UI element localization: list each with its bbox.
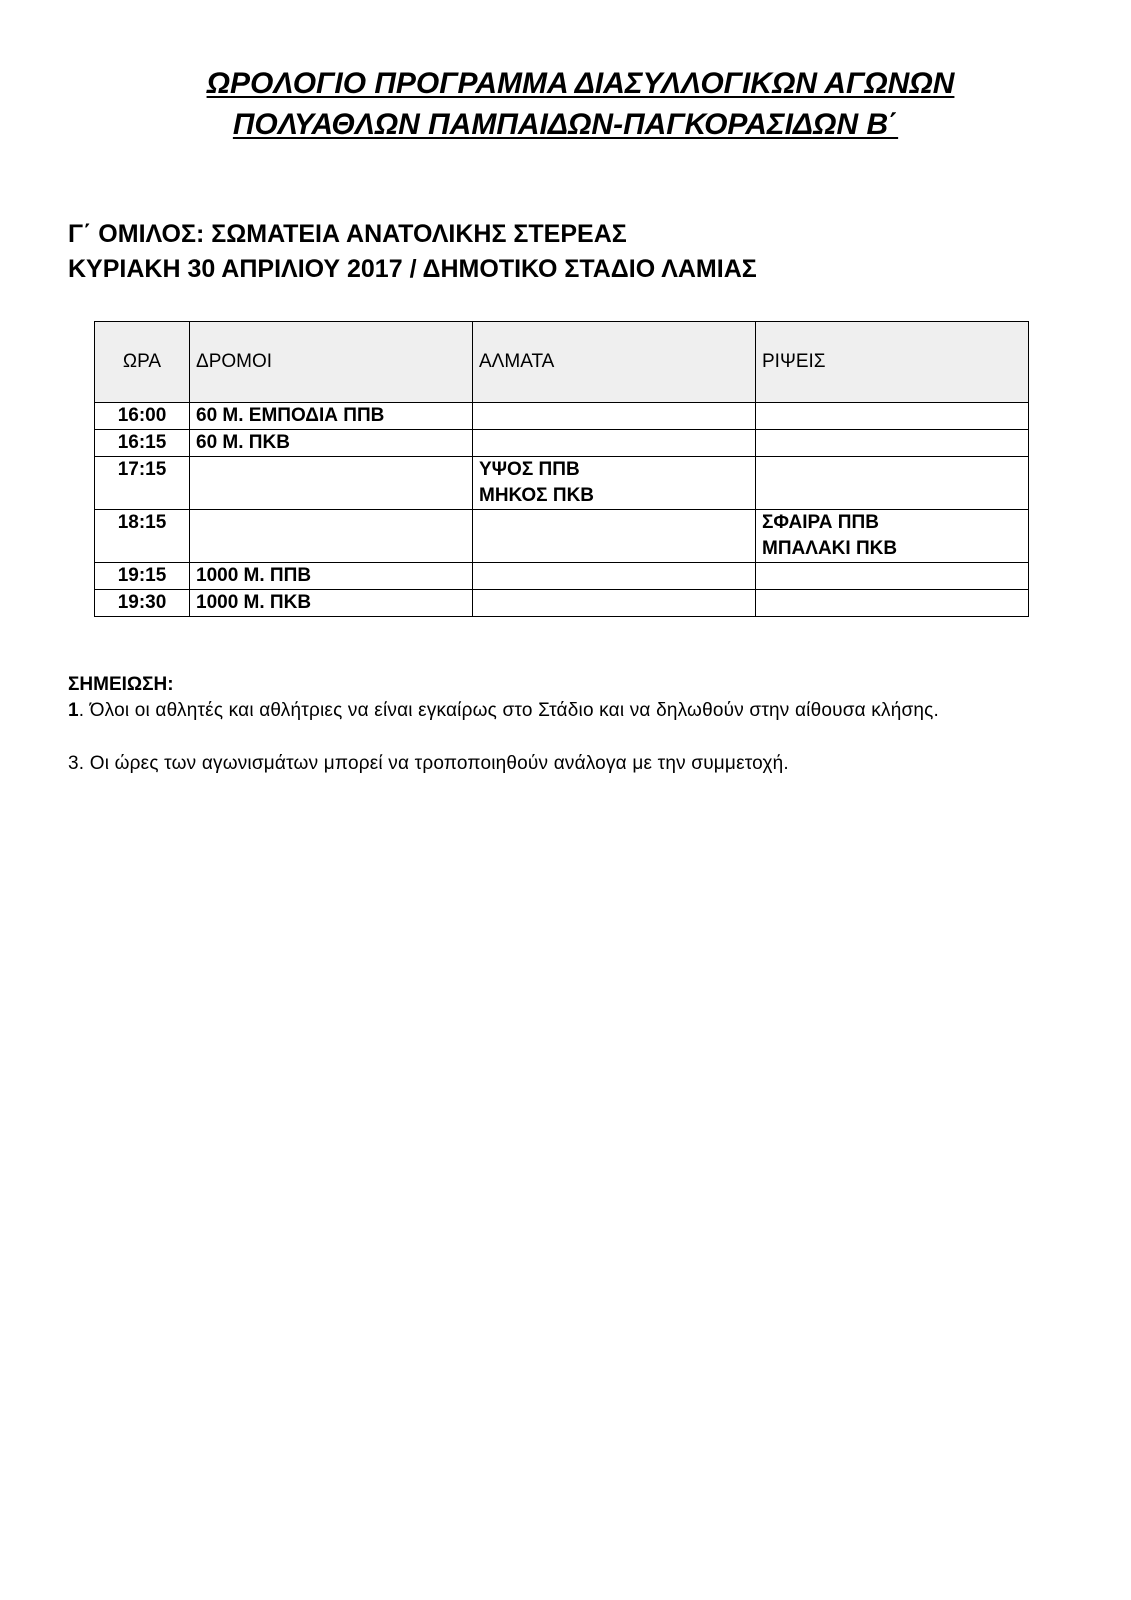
header-jumps: ΑΛΜΑΤΑ xyxy=(473,322,756,403)
document-title-line-2: ΠΟΛΥΑΘΛΩΝ ΠΑΜΠΑΙΔΩΝ-ΠΑΓΚΟΡΑΣΙΔΩΝ Β΄ xyxy=(232,108,899,141)
cell-jumps xyxy=(473,590,756,617)
cell-runs xyxy=(190,430,473,457)
cell-time xyxy=(95,430,190,457)
header-throws: ΡΙΨΕΙΣ xyxy=(756,322,1029,403)
cell-line: 19:30 xyxy=(117,592,167,613)
cell-runs xyxy=(190,510,473,563)
cell-time xyxy=(95,510,190,563)
cell-time xyxy=(95,563,190,590)
cell-line: 18:15 xyxy=(117,512,167,533)
cell-line: ΥΨΟΣ ΠΠΒ xyxy=(479,459,580,480)
cell-throws xyxy=(756,430,1029,457)
cell-throws xyxy=(756,403,1029,430)
cell-runs xyxy=(190,563,473,590)
notes-heading: ΣΗΜΕΙΩΣΗ: xyxy=(68,674,174,695)
note-number: 1 xyxy=(68,700,79,721)
cell-line: 19:15 xyxy=(117,565,167,586)
cell-jumps xyxy=(473,563,756,590)
cell-line: 60 Μ. ΠΚΒ xyxy=(196,432,290,453)
cell-time xyxy=(95,403,190,430)
date-venue-heading: ΚΥΡΙΑΚΗ 30 ΑΠΡΙΛΙΟΥ 2017 / ΔΗΜΟΤΙΚΟ ΣΤΑΔΙΟ ΛΑΜΙΑΣ xyxy=(68,255,757,283)
header-time: ΩΡΑ xyxy=(95,322,190,403)
cell-jumps xyxy=(473,403,756,430)
note-number: 3 xyxy=(68,753,79,774)
cell-line: 60 Μ. ΕΜΠΟΔΙΑ ΠΠΒ xyxy=(196,405,385,426)
group-heading: Γ΄ ΟΜΙΛΟΣ: ΣΩΜΑΤΕΙΑ ΑΝΑΤΟΛΙΚΗΣ ΣΤΕΡΕΑΣ xyxy=(68,220,627,248)
note-item-1 xyxy=(68,698,1040,724)
cell-runs xyxy=(190,590,473,617)
table-row xyxy=(95,510,1029,563)
cell-throws xyxy=(756,590,1029,617)
cell-time xyxy=(95,457,190,510)
cell-runs xyxy=(190,457,473,510)
table-row xyxy=(95,403,1029,430)
cell-line: 16:15 xyxy=(117,432,167,453)
cell-line: ΣΦΑΙΡΑ ΠΠΒ xyxy=(762,512,879,533)
cell-time xyxy=(95,590,190,617)
cell-jumps xyxy=(473,457,756,510)
document-title-line-1: ΩΡΟΛΟΓΙΟ ΠΡΟΓΡΑΜΜΑ ΔΙΑΣΥΛΛΟΓΙΚΩΝ ΑΓΩΝΩΝ xyxy=(206,67,955,100)
cell-throws xyxy=(756,510,1029,563)
cell-line: 1000 Μ. ΠΚΒ xyxy=(196,592,312,613)
header-runs: ΔΡΟΜΟΙ xyxy=(190,322,473,403)
cell-line: 17:15 xyxy=(117,459,167,480)
note-text: . Όλοι οι αθλητές και αθλήτριες να είναι εγκαίρως στο Στάδιο και να δηλωθούν στην αίθουσα κλήσης. xyxy=(78,700,939,721)
cell-runs xyxy=(190,403,473,430)
note-item-2 xyxy=(68,751,1040,777)
table-row xyxy=(95,457,1029,510)
note-text: . Οι ώρες των αγωνισμάτων μπορεί να τροποποιηθούν ανάλογα με την συμμετοχή. xyxy=(78,753,789,774)
table-row xyxy=(95,430,1029,457)
cell-throws xyxy=(756,563,1029,590)
cell-throws xyxy=(756,457,1029,510)
table-row xyxy=(95,590,1029,617)
cell-jumps xyxy=(473,510,756,563)
schedule-table xyxy=(94,321,1029,617)
schedule-body xyxy=(95,403,1029,617)
cell-line: ΜΗΚΟΣ ΠΚΒ xyxy=(479,485,595,506)
cell-line: 16:00 xyxy=(117,405,167,426)
table-header-row xyxy=(95,322,1029,403)
cell-line: 1000 Μ. ΠΠΒ xyxy=(196,565,312,586)
table-row xyxy=(95,563,1029,590)
cell-line: ΜΠΑΛΑΚΙ ΠΚΒ xyxy=(762,538,898,559)
cell-jumps xyxy=(473,430,756,457)
